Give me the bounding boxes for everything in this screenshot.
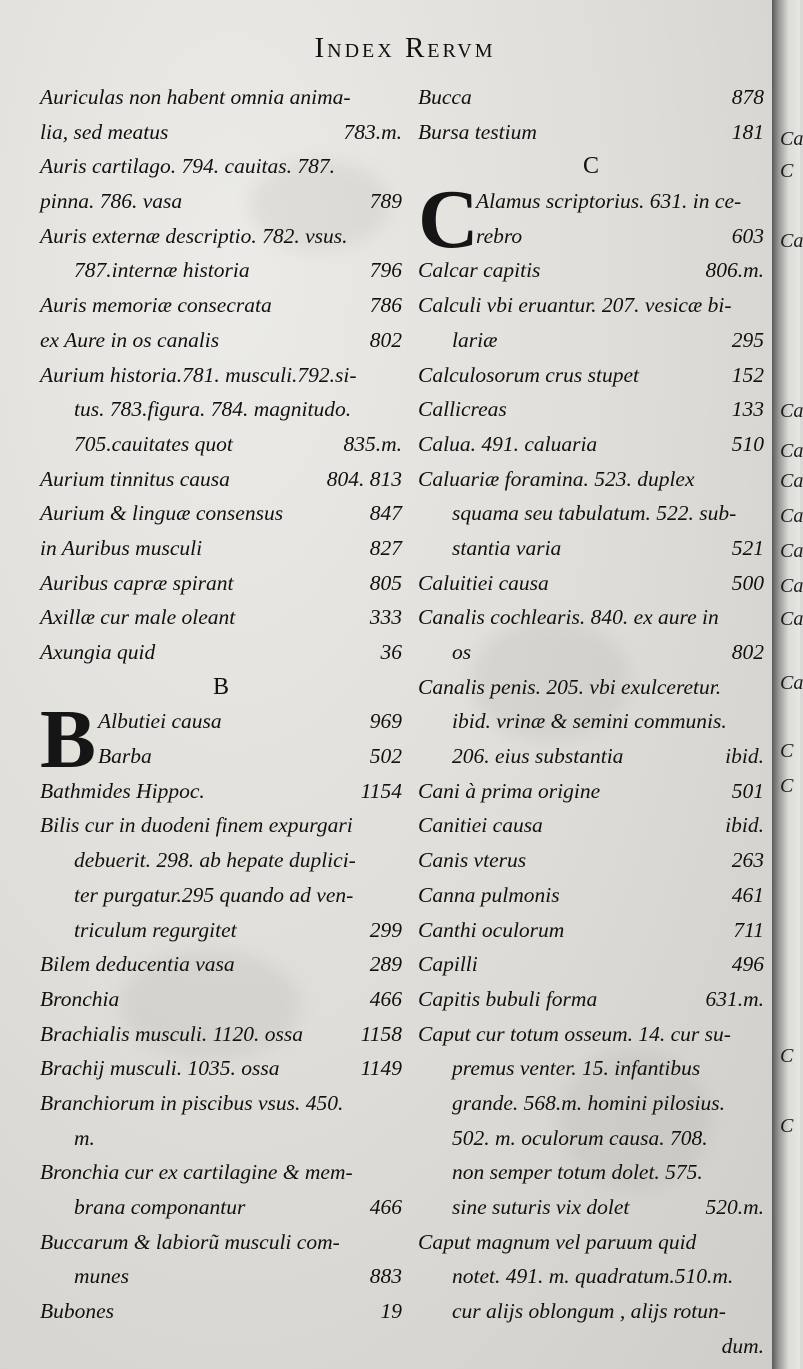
index-entry (40, 739, 402, 774)
entry-text: Axungia quid (40, 640, 156, 664)
adjacent-page-gutter (772, 0, 803, 1369)
index-entry (418, 774, 764, 809)
left-index-column (40, 80, 402, 1329)
entry-text: Canthi oculorum (418, 917, 565, 942)
entry-text: Bronchia cur ex cartilagine & mem- (40, 1160, 353, 1185)
entry-text: Aurium historia.781. musculi.792.si- (40, 362, 357, 387)
entry-text: debuerit. 298. ab hepate duplici- (74, 848, 356, 873)
entry-page-number: 289 (369, 952, 402, 977)
entry-text: notet. 491. m. quadratum.510.m. (452, 1264, 734, 1289)
entry-page-number: ibid. (725, 744, 764, 769)
entry-page-number: 520.m. (705, 1195, 764, 1219)
index-entry (40, 1259, 402, 1294)
entry-text: tus. 783.figura. 784. magnitudo. (74, 397, 352, 422)
gutter-fragment: Ca (780, 230, 803, 252)
entry-page-number: 1158 (360, 1021, 402, 1046)
index-entry (40, 1086, 402, 1121)
entry-page-number: 631.m. (705, 986, 764, 1011)
entry-text: squama seu tabulatum. 522. sub- (452, 501, 737, 526)
entry-page-number: 501 (731, 778, 764, 803)
gutter-fragment: C (780, 1115, 794, 1137)
entry-text: Bucca (418, 85, 472, 109)
entry-text: ter purgatur.295 quando ad ven- (74, 882, 354, 907)
entry-page-number: 521 (731, 535, 764, 560)
index-entry (418, 323, 764, 358)
index-entry (418, 1190, 764, 1225)
gutter-fragment: Ca (780, 505, 803, 527)
entry-page-number: 333 (369, 605, 402, 630)
entry-text: munes (74, 1264, 129, 1289)
entry-page-number: 847 (369, 501, 402, 526)
index-entry (40, 80, 402, 115)
index-entry (418, 496, 764, 531)
entry-text: 206. eius substantia (452, 744, 624, 769)
index-entry (40, 947, 402, 982)
gutter-fragment: Ca (780, 470, 803, 492)
entry-text: Caluariæ foramina. 523. duplex (418, 466, 695, 491)
entry-text: triculum regurgitet (74, 917, 237, 942)
entry-text: Aurium tinnitus causa (40, 466, 230, 491)
entry-text: Alamus scriptorius. 631. in ce- (476, 189, 742, 214)
entry-text: Canna pulmonis (418, 882, 560, 907)
entry-page-number: 295 (731, 327, 764, 352)
index-entry (40, 878, 402, 913)
index-entry (40, 1017, 402, 1052)
index-entry (418, 531, 764, 566)
entry-text: Buccarum & labiorũ musculi com- (40, 1229, 340, 1254)
index-entry (40, 219, 402, 254)
index-entry (40, 1121, 402, 1156)
index-entry (418, 635, 764, 670)
entry-text: Bronchia (40, 986, 120, 1011)
entry-text: 502. m. oculorum causa. 708. (452, 1125, 708, 1150)
entry-text: Bursa testium (418, 119, 537, 144)
index-entry (418, 462, 764, 497)
entry-text: Auriculas non habent omnia anima- (40, 85, 351, 109)
entry-page-number: 969 (369, 709, 402, 734)
entry-text: Callicreas (418, 397, 507, 422)
entry-page-number: 36 (380, 640, 402, 664)
index-entry (40, 323, 402, 358)
entry-page-number: ibid. (725, 813, 764, 838)
entry-text: rebro (476, 223, 523, 248)
entry-text: Brachialis musculi. 1120. ossa (40, 1021, 303, 1046)
entry-text: Caput magnum vel paruum quid (418, 1229, 697, 1254)
entry-text: Canis vterus (418, 848, 527, 873)
entry-text: Canalis cochlearis. 840. ex aure in (418, 605, 719, 630)
entry-page-number: 878 (731, 85, 764, 109)
entry-page-number: 802 (731, 640, 764, 664)
entry-page-number: 181 (731, 119, 764, 144)
gutter-fragment: C (780, 1045, 794, 1067)
entry-text: ibid. vrinæ & semini communis. (452, 709, 727, 734)
entry-text: Aurium & linguæ consensus (40, 501, 284, 526)
entry-page-number: 1149 (360, 1056, 402, 1081)
entry-page-number: 133 (731, 397, 764, 422)
entry-text: Branchiorum in piscibus vsus. 450. (40, 1090, 344, 1115)
gutter-fragment: C (780, 775, 794, 797)
entry-text: Canalis penis. 205. vbi exulceretur. (418, 674, 722, 699)
entry-page-number: 783.m. (343, 119, 402, 144)
index-entry (418, 1086, 764, 1121)
entry-text: in Auribus musculi (40, 535, 203, 560)
entry-text: Bathmides Hippoc. (40, 778, 205, 803)
entry-text: os (452, 640, 472, 664)
entry-text: 787.internæ historia (74, 258, 250, 283)
entry-text: dum. (721, 1333, 764, 1358)
entry-page-number: 804. 813 (326, 466, 402, 491)
index-entry (40, 462, 402, 497)
right-index-column (418, 80, 764, 1363)
entry-text: Auris cartilago. 794. cauitas. 787. (40, 154, 336, 179)
gutter-fragment: C (780, 160, 794, 182)
index-entry (418, 843, 764, 878)
index-entry (40, 600, 402, 635)
entry-text: lariæ (452, 327, 498, 352)
entry-page-number: 796 (369, 258, 402, 283)
entry-page-number: 510 (731, 431, 764, 456)
entry-text: Calculosorum crus stupet (418, 362, 639, 387)
entry-page-number: 603 (731, 223, 764, 248)
gutter-fragment: Ca (780, 540, 803, 562)
index-entry (418, 878, 764, 913)
index-entry (40, 913, 402, 948)
entry-text: Bubones (40, 1299, 115, 1324)
index-entry (40, 1190, 402, 1225)
entry-text: premus venter. 15. infantibus (452, 1056, 701, 1081)
index-entry (40, 427, 402, 462)
entry-page-number: 835.m. (343, 431, 402, 456)
drop-cap: C (418, 173, 479, 267)
index-entry (40, 808, 402, 843)
entry-text: Calua. 491. caluaria (418, 431, 598, 456)
entry-text: Calcar capitis (418, 258, 541, 283)
index-entry (40, 253, 402, 288)
entry-text: brana componantur (74, 1195, 246, 1219)
entry-text: Caput cur totum osseum. 14. cur su- (418, 1021, 731, 1046)
index-entry (418, 80, 764, 115)
entry-page-number: 805 (369, 570, 402, 595)
index-entry (418, 1155, 764, 1190)
entry-text: Auris externæ descriptio. 782. vsus. (40, 223, 348, 248)
entry-text: Auris memoriæ consecrata (40, 293, 272, 318)
index-entry (418, 1051, 764, 1086)
entry-text: ex Aure in os canalis (40, 327, 220, 352)
gutter-fragment: Ca (780, 575, 803, 597)
index-entry (418, 358, 764, 393)
index-entry (40, 531, 402, 566)
index-entry (418, 1121, 764, 1156)
drop-cap: B (40, 693, 97, 787)
entry-text: grande. 568.m. homini pilosius. (452, 1090, 725, 1115)
entry-page-number: 500 (731, 570, 764, 595)
index-entry (40, 566, 402, 601)
index-entry (418, 1225, 764, 1260)
entry-text: Canitiei causa (418, 813, 543, 838)
index-entry (418, 566, 764, 601)
entry-text: Caluitiei causa (418, 570, 549, 595)
entry-page-number: 263 (731, 848, 764, 873)
entry-page-number: 19 (380, 1299, 402, 1324)
entry-page-number: 789 (369, 189, 402, 214)
entry-page-number: 883 (369, 1264, 402, 1289)
entry-text: Auribus capræ spirant (40, 570, 234, 595)
index-entry (40, 635, 402, 670)
entry-text: stantia varia (452, 535, 562, 560)
index-entry (40, 1051, 402, 1086)
entry-text: Barba (98, 744, 152, 769)
index-entry (418, 392, 764, 427)
gutter-fragment: C (780, 740, 794, 762)
index-entry (40, 1294, 402, 1329)
gutter-fragment: Ca (780, 440, 803, 462)
entry-text: Bilis cur in duodeni finem expurgari (40, 813, 353, 838)
index-entry (418, 253, 764, 288)
entry-text: m. (74, 1125, 95, 1150)
index-entry (418, 808, 764, 843)
gutter-fragment: Ca (780, 672, 803, 694)
index-entry (40, 115, 402, 150)
index-entry (40, 496, 402, 531)
index-entry (418, 600, 764, 635)
entry-text: pinna. 786. vasa (40, 189, 183, 214)
gutter-fragment: Ca (780, 608, 803, 630)
entry-page-number: 802 (369, 327, 402, 352)
entry-page-number: 711 (733, 917, 764, 942)
entry-text: non semper totum dolet. 575. (452, 1160, 703, 1185)
gutter-fragment: Ca (780, 128, 803, 150)
index-entry (418, 1259, 764, 1294)
entry-text: 705.cauitates quot (74, 431, 233, 456)
entry-page-number: 1154 (360, 778, 402, 803)
entry-page-number: 786 (369, 293, 402, 318)
index-entry (418, 913, 764, 948)
entry-page-number: 806.m. (705, 258, 764, 283)
entry-page-number: 827 (369, 535, 402, 560)
entry-page-number: 461 (731, 882, 764, 907)
index-entry (418, 1294, 764, 1329)
entry-text: Cani à prima origine (418, 778, 601, 803)
index-entry (40, 1225, 402, 1260)
entry-text: cur alijs oblongum , alijs rotun- (452, 1299, 726, 1324)
entry-page-number: 466 (369, 986, 402, 1011)
entry-text: sine suturis vix dolet (452, 1195, 630, 1219)
index-entry (40, 184, 402, 219)
section-letter-text: C (582, 153, 599, 180)
index-entry (40, 1155, 402, 1190)
index-entry (418, 115, 764, 150)
index-entry (40, 358, 402, 393)
entry-page-number: 496 (731, 952, 764, 977)
index-entry (40, 149, 402, 184)
index-entry (418, 982, 764, 1017)
entry-text: Brachij musculi. 1035. ossa (40, 1056, 280, 1081)
entry-text: Calculi vbi eruantur. 207. vesicæ bi- (418, 293, 732, 318)
entry-text: Albutiei causa (98, 709, 222, 734)
index-entry (418, 288, 764, 323)
index-entry (418, 219, 764, 254)
gutter-fragment: Ca (780, 400, 803, 422)
entry-text: Capilli (418, 952, 478, 977)
index-entry (418, 739, 764, 774)
index-entry (418, 947, 764, 982)
index-entry (40, 392, 402, 427)
index-entry (418, 427, 764, 462)
index-entry (418, 1329, 764, 1364)
section-letter-text: B (212, 673, 229, 700)
index-entry (418, 1017, 764, 1052)
index-entry (418, 704, 764, 739)
entry-page-number: 152 (731, 362, 764, 387)
entry-page-number: 466 (369, 1195, 402, 1219)
index-entry (418, 670, 764, 705)
index-entry (40, 288, 402, 323)
entry-page-number: 502 (369, 744, 402, 769)
index-entry (40, 774, 402, 809)
index-entry (40, 982, 402, 1017)
entry-text: Bilem deducentia vasa (40, 952, 235, 977)
entry-page-number: 299 (369, 917, 402, 942)
index-entry (40, 843, 402, 878)
entry-text: Axillæ cur male oleant (40, 605, 236, 630)
entry-text: lia, sed meatus (40, 119, 169, 144)
entry-text: Capitis bubuli forma (418, 986, 598, 1011)
page-header: Index Rervm (314, 32, 496, 64)
